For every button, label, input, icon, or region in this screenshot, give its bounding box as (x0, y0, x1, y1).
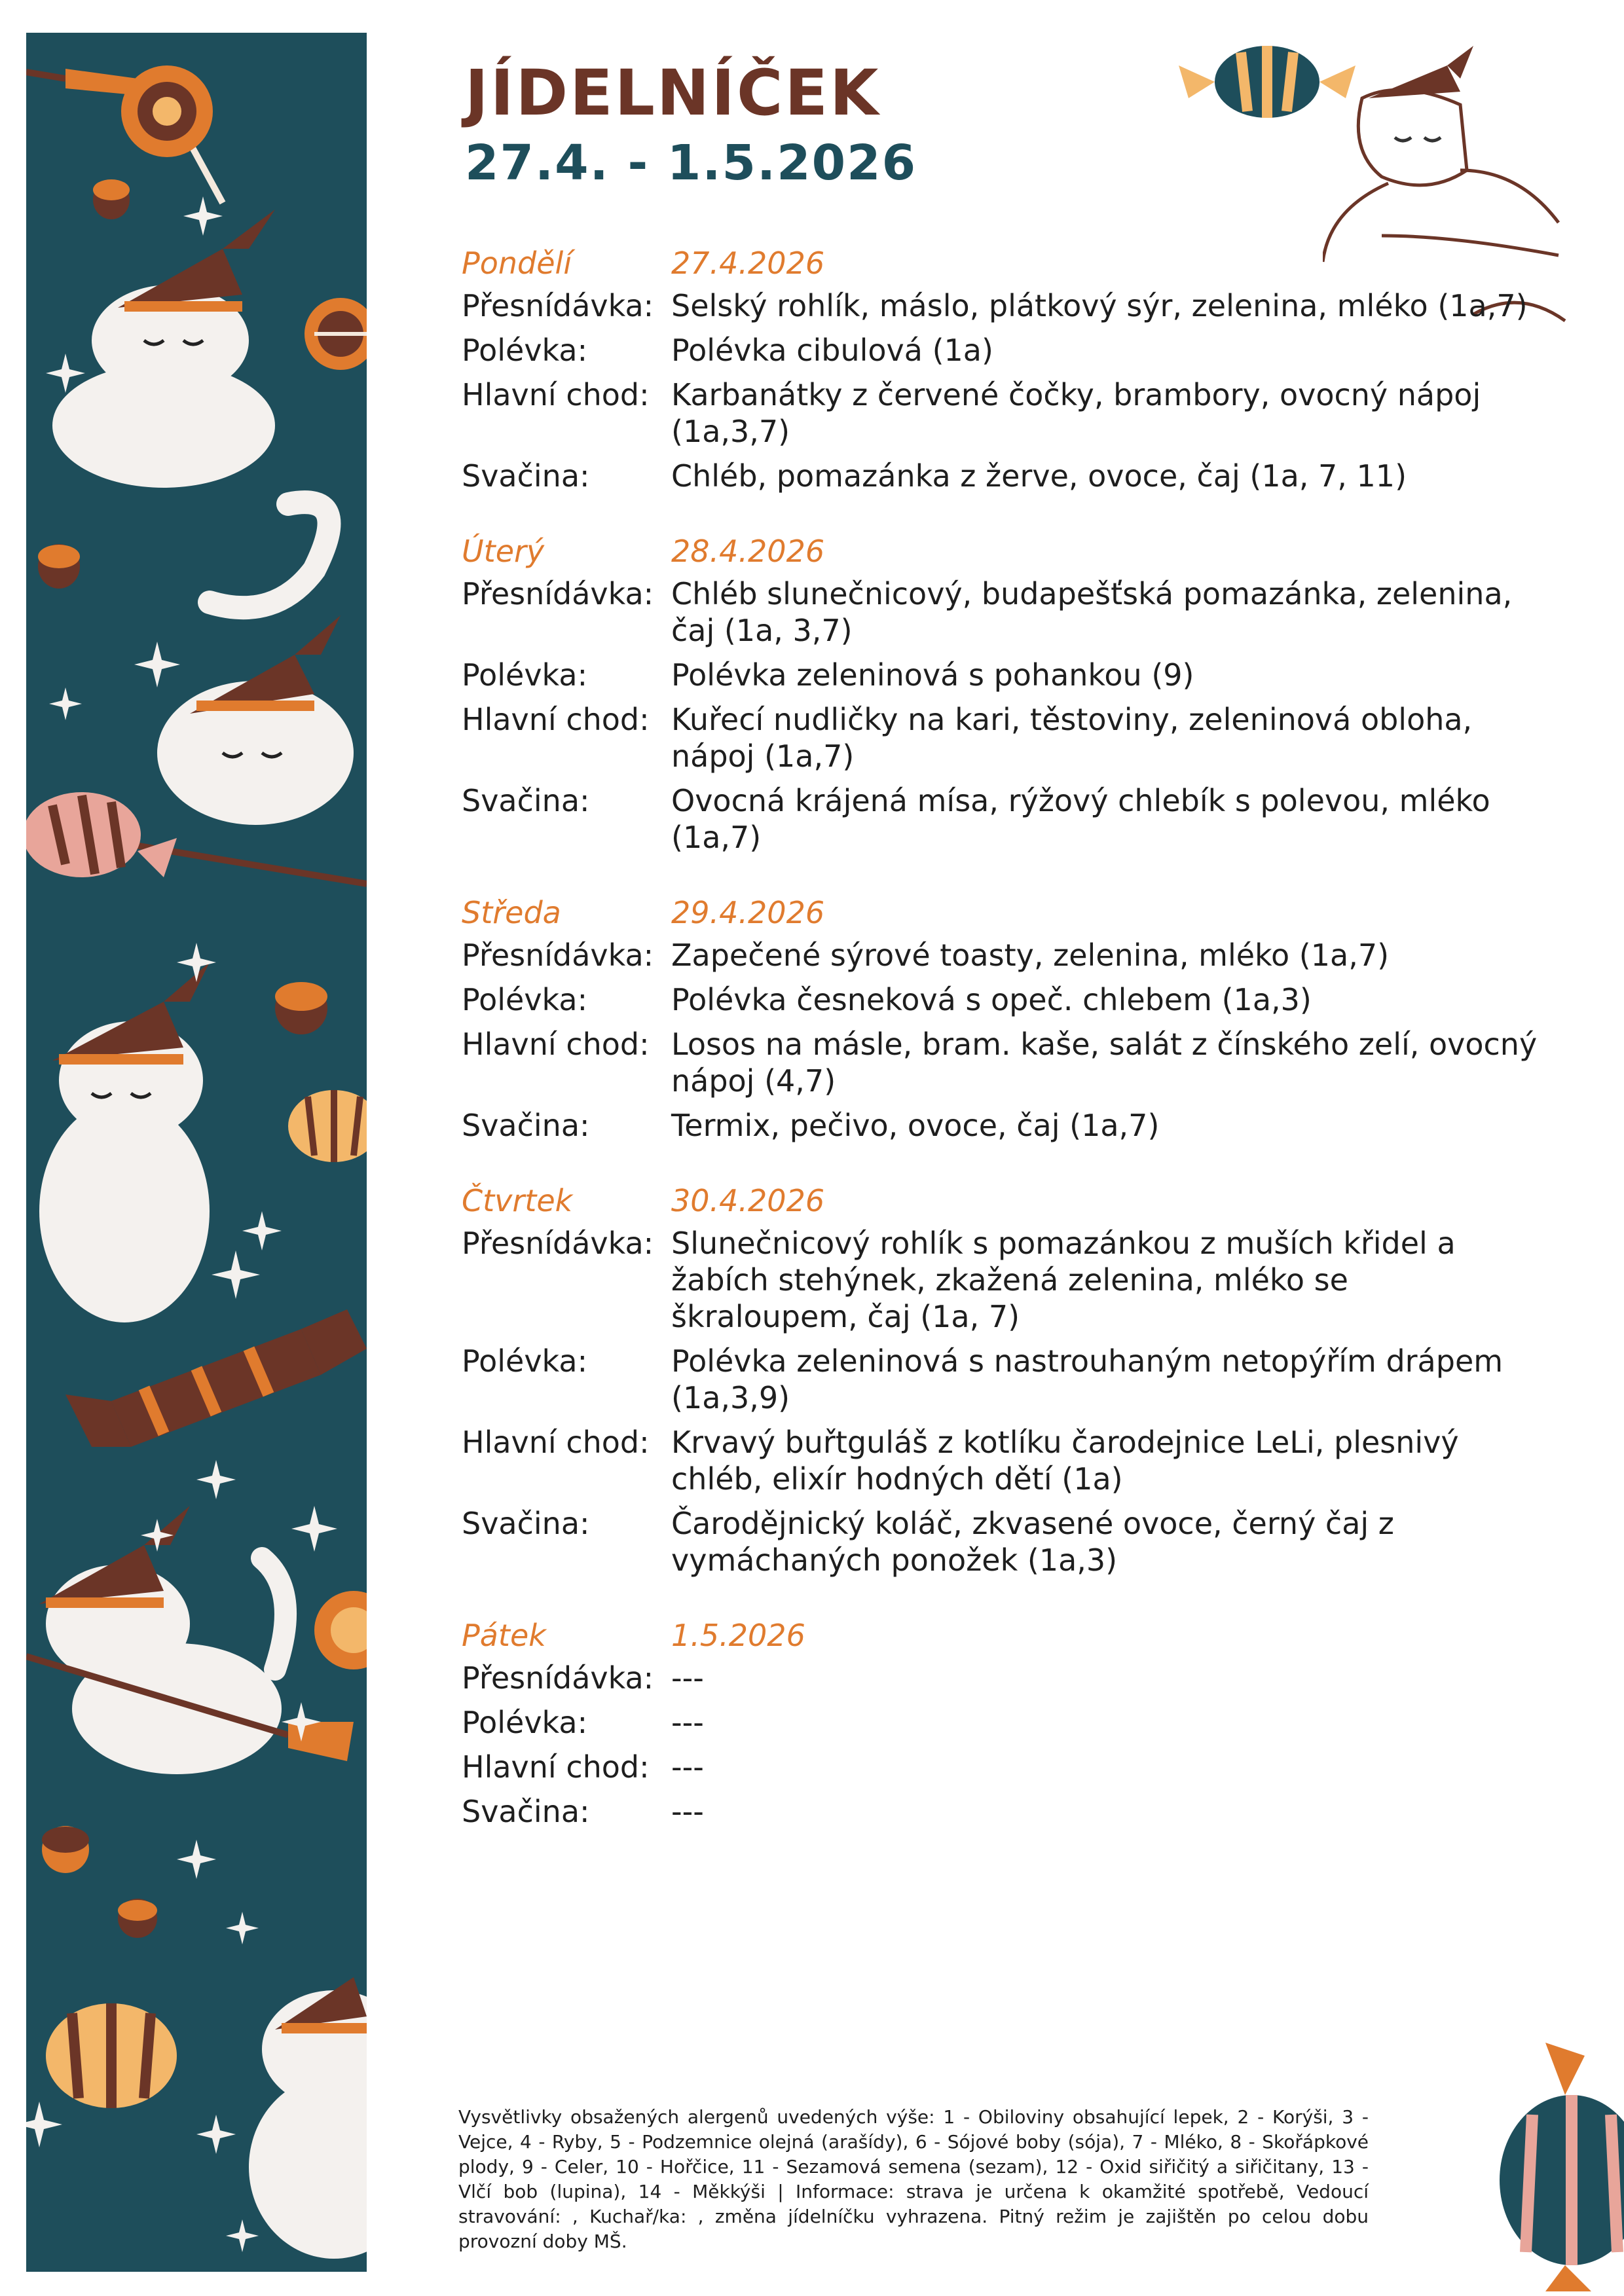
cat-on-broom-icon (26, 1506, 354, 1774)
meal-row (462, 782, 1542, 856)
meal-row (462, 1026, 1542, 1099)
meal-label: Hlavní chod: (462, 377, 650, 412)
meal-label: Polévka: (462, 982, 588, 1017)
candy-icon (314, 1591, 367, 1669)
day-heading (462, 534, 1542, 569)
meal-label: Přesnídávka: (462, 938, 654, 973)
meal-text: --- (671, 1705, 704, 1740)
meal-row (462, 1343, 1542, 1416)
meal-row (462, 1107, 1542, 1144)
meal-text: Polévka zeleninová s pohankou (9) (671, 657, 1194, 693)
day-date: 27.4.2026 (671, 246, 825, 281)
candy-corn-icon (38, 544, 80, 589)
meal-label: Svačina: (462, 1794, 590, 1829)
meal-row (462, 1225, 1542, 1335)
meal-label: Polévka: (462, 657, 588, 693)
cat-with-witch-hat-icon (52, 210, 329, 608)
meal-label: Hlavní chod: (462, 1425, 650, 1460)
meal-text: Krvavý buřtguláš z kotlíku čarodejnice LeLi, plesnivý chléb, elixír hodných dětí (1a) (671, 1425, 1459, 1497)
cat-with-witch-hat-icon (249, 1977, 367, 2259)
candy-corn-icon (93, 179, 130, 219)
allergen-footnote: Vysvětlivky obsažených alergenů uvedených výše: 1 - Obiloviny obsahující lepek, 2 - Korýši, 3 - Vejce, 4 - Ryby, 5 - Podzemnice olejná (arašídy), 6 - Sójové boby (sója), 7 - Mléko, 8 - Skořápkové plody, 9 - Celer, 10 - Hořčice, 11 - Sezamová semena (sezam), 12 - Oxid siřičitý a siřičitany, 13 - Vlčí bob (lupina), 14 - Měkkýši | Informace: strava je určena k okamžité spotřebě, Vedoucí stravování: , Kuchař/ka: , změna jídelníčku vyhrazena. Pitný režim je zajištěn po celou dobu provozní doby MŠ. (458, 2106, 1369, 2252)
meal-label: Polévka: (462, 1343, 588, 1379)
day-section (462, 895, 1542, 1144)
meal-label: Hlavní chod: (462, 1749, 650, 1785)
meal-row (462, 701, 1542, 774)
meal-label: Přesnídávka: (462, 576, 654, 611)
meal-row (462, 458, 1542, 494)
meal-text: Zapečené sýrové toasty, zelenina, mléko (1a,7) (671, 938, 1390, 973)
meal-text: Selský rohlík, máslo, plátkový sýr, zelenina, mléko (1a,7) (671, 288, 1528, 323)
candy-icon (288, 1090, 367, 1162)
meal-label: Hlavní chod: (462, 1027, 650, 1062)
candy-corn-icon (275, 982, 327, 1034)
day-section (462, 1183, 1542, 1578)
menu-header (465, 56, 917, 191)
meal-label: Přesnídávka: (462, 1660, 654, 1696)
day-section (462, 534, 1542, 856)
meal-row (462, 981, 1542, 1018)
meal-row (462, 287, 1542, 324)
meal-text: Čarodějnický koláč, zkvasené ovoce, černý čaj z vymáchaných ponožek (1a,3) (671, 1506, 1394, 1578)
meal-row (462, 937, 1542, 974)
day-heading (462, 1183, 1542, 1218)
meal-text: Losos na másle, bram. kaše, salát z čínského zelí, ovocný nápoj (4,7) (671, 1027, 1538, 1099)
day-name: Středa (462, 895, 561, 930)
day-heading (462, 246, 1542, 281)
day-section (462, 246, 1542, 494)
meal-row (462, 1793, 1542, 1830)
meal-text: Slunečnicový rohlík s pomazánkou z muších křidel a žabích stehýnek, zkažená zelenina, mléko se škraloupem, čaj (1a, 7) (671, 1226, 1456, 1334)
meal-row (462, 332, 1542, 369)
day-date: 29.4.2026 (671, 895, 825, 930)
candy-icon (46, 2003, 177, 2108)
meal-label: Přesnídávka: (462, 288, 654, 323)
meal-label: Hlavní chod: (462, 702, 650, 737)
candy-icon (26, 792, 177, 877)
day-date: 28.4.2026 (671, 534, 825, 569)
meal-text: --- (671, 1660, 704, 1696)
meal-text: Chléb slunečnicový, budapešťská pomazánka, zelenina, čaj (1a, 3,7) (671, 576, 1513, 648)
meal-text: --- (671, 1749, 704, 1785)
cat-sitting-icon (39, 962, 210, 1322)
meal-text: Karbanátky z červené čočky, brambory, ovocný nápoj (1a,3,7) (671, 377, 1481, 449)
candy-corn-icon (42, 1826, 157, 1938)
meal-label: Polévka: (462, 333, 588, 368)
meal-text: Polévka zeleninová s nastrouhaným netopýřím drápem (1a,3,9) (671, 1343, 1504, 1415)
candy-icon (65, 1309, 367, 1447)
meal-label: Svačina: (462, 1108, 590, 1143)
halloween-sidebar (26, 33, 367, 2272)
weekly-menu (462, 246, 1542, 1869)
page-title: JÍDELNÍČEK (465, 56, 881, 130)
meal-text: Polévka česneková s opeč. chlebem (1a,3) (671, 982, 1312, 1017)
day-name: Pátek (462, 1618, 546, 1653)
sidebar-pattern (26, 33, 367, 2272)
day-name: Čtvrtek (462, 1183, 573, 1218)
broom-icon (26, 69, 138, 95)
meal-label: Polévka: (462, 1705, 588, 1740)
meal-text: Polévka cibulová (1a) (671, 333, 993, 368)
day-name: Úterý (462, 534, 545, 569)
meal-row (462, 1660, 1542, 1696)
day-heading (462, 1618, 1542, 1653)
day-date: 1.5.2026 (671, 1618, 805, 1653)
day-section (462, 1618, 1542, 1830)
meal-row (462, 575, 1542, 649)
day-name: Pondělí (462, 246, 572, 281)
meal-text: Kuřecí nudličky na kari, těstoviny, zeleninová obloha, nápoj (1a,7) (671, 702, 1473, 774)
meal-text: Termix, pečivo, ovoce, čaj (1a,7) (671, 1108, 1160, 1143)
meal-row (462, 657, 1542, 693)
date-range: 27.4. - 1.5.2026 (465, 134, 917, 191)
meal-label: Svačina: (462, 783, 590, 818)
day-date: 30.4.2026 (671, 1183, 825, 1218)
meal-label: Svačina: (462, 458, 590, 494)
meal-row (462, 376, 1542, 450)
candy-icon (304, 298, 367, 370)
meal-text: --- (671, 1794, 704, 1829)
meal-row (462, 1424, 1542, 1497)
candy-icon (1473, 2030, 1624, 2291)
lollipop-icon (121, 65, 223, 203)
meal-row (462, 1505, 1542, 1578)
meal-label: Svačina: (462, 1506, 590, 1541)
meal-label: Přesnídávka: (462, 1226, 654, 1261)
meal-row (462, 1704, 1542, 1741)
meal-text: Chléb, pomazánka z žerve, ovoce, čaj (1a, 7, 11) (671, 458, 1407, 494)
day-heading (462, 895, 1542, 930)
meal-row (462, 1749, 1542, 1785)
meal-text: Ovocná krájená mísa, rýžový chlebík s polevou, mléko (1a,7) (671, 783, 1490, 855)
